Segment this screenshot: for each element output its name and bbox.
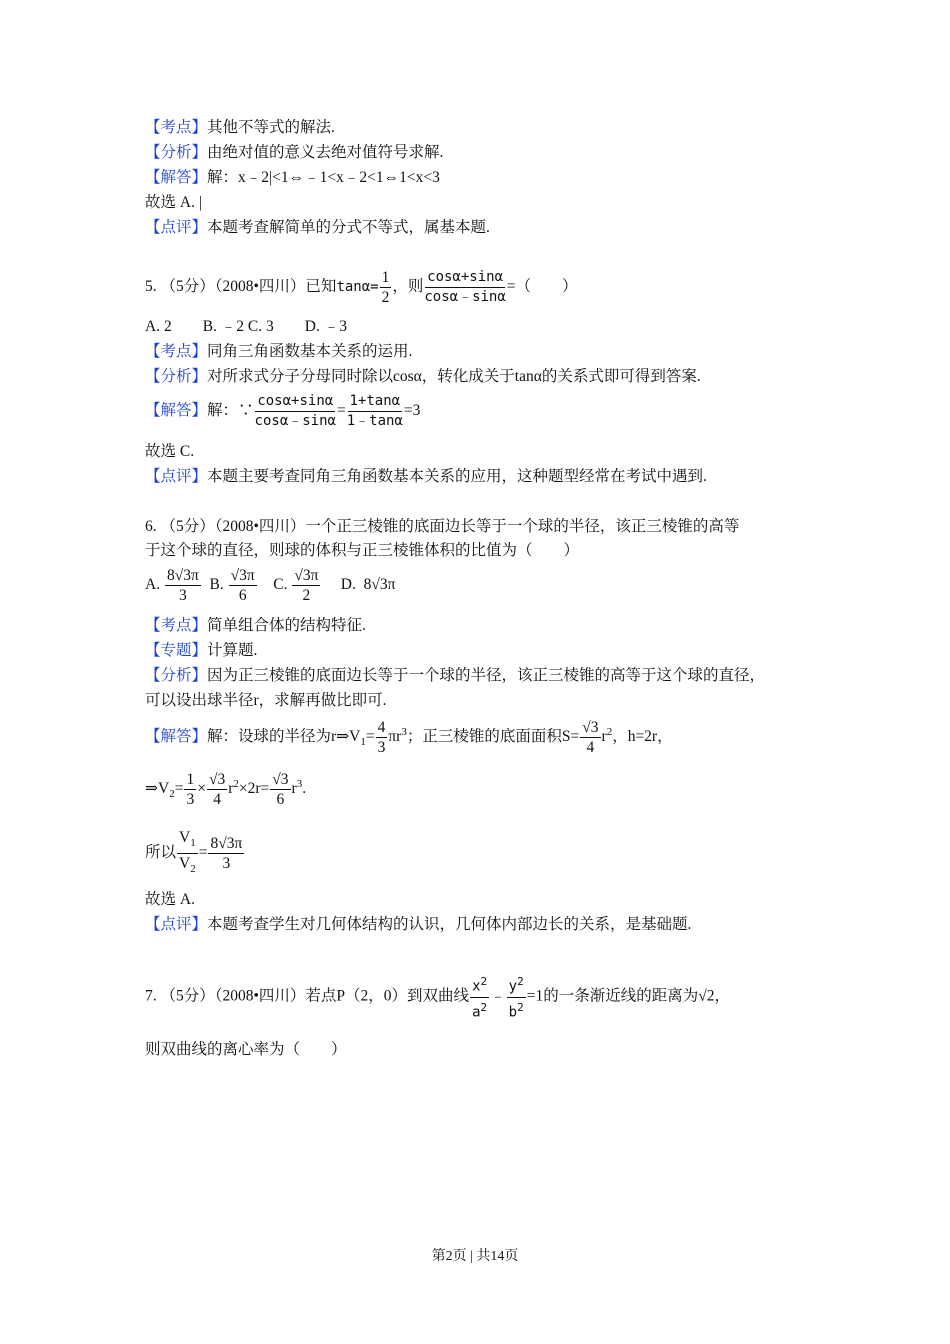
fraction xyxy=(255,392,336,431)
numerator: 1 xyxy=(381,269,390,286)
q6-jieda xyxy=(145,718,673,757)
q7-stem xyxy=(145,972,730,1022)
q6-jieda-line2 xyxy=(145,770,306,809)
denominator: cosα﹣sinα xyxy=(254,413,336,429)
denominator xyxy=(509,998,524,1023)
numerator: √3 xyxy=(582,719,599,736)
text: S= xyxy=(561,728,580,746)
q6-kaodian xyxy=(145,616,366,636)
text: =3 xyxy=(403,402,421,420)
denominator: 4 xyxy=(213,791,221,808)
numerator: √3π xyxy=(294,567,319,584)
option-value: 8√3π xyxy=(363,576,396,594)
tag-jieda: 【解答】 xyxy=(145,402,208,420)
fraction xyxy=(292,566,320,605)
option-label: C. xyxy=(273,576,288,594)
text: 7. （5分）（2008•四川）若点P（2，0）到双曲线 xyxy=(145,987,470,1005)
option-label: A. xyxy=(145,576,161,594)
fraction xyxy=(580,718,600,757)
fraction xyxy=(184,770,196,809)
text: = xyxy=(336,402,346,420)
tag-jieda: 【解答】 xyxy=(145,169,208,186)
q4-kaodian xyxy=(145,118,335,138)
q4-jieda xyxy=(145,168,440,188)
q6-choice: 故选 A. xyxy=(145,891,195,908)
superscript: 2 xyxy=(233,777,239,790)
numerator: √3 xyxy=(272,771,289,788)
text: 本题主要考查同角三角函数基本关系的应用，这种题型经常在考试中遇到. xyxy=(207,468,707,485)
math: tanα= xyxy=(336,279,379,296)
q6-dianping xyxy=(145,915,691,935)
numerator: 8√3π xyxy=(166,567,199,584)
text: r xyxy=(601,728,607,746)
fraction xyxy=(270,770,290,809)
text: y xyxy=(508,978,518,995)
page-footer: 第2页 | 共14页 xyxy=(431,1249,519,1264)
text: x xyxy=(472,978,481,995)
fraction xyxy=(507,972,526,1022)
text: 的一条渐近线的距离为 xyxy=(543,987,699,1005)
tag-dianping: 【点评】 xyxy=(145,468,208,485)
superscript: 3 xyxy=(401,725,407,738)
q6-stem-line2: 于这个球的直径，则球的体积与正三棱锥体积的比值为（ ） xyxy=(145,542,580,559)
tag-fenxi: 【分析】 xyxy=(145,144,208,161)
denominator xyxy=(472,998,487,1023)
q5-choice: 故选 C. xyxy=(145,443,195,460)
numerator: cosα+sinα xyxy=(425,268,505,288)
tag-zhuanti: 【专题】 xyxy=(145,642,208,659)
q4-dianping xyxy=(145,218,490,238)
text: 由绝对值的意义去绝对值符号求解. xyxy=(207,144,444,161)
fraction xyxy=(470,972,489,1022)
fraction xyxy=(177,828,198,879)
text: 所以 xyxy=(145,844,177,862)
numerator xyxy=(470,972,489,998)
text: =1 xyxy=(526,987,544,1005)
superscript: 3 xyxy=(296,777,303,790)
numerator xyxy=(177,828,198,854)
superscript: 2 xyxy=(517,975,524,988)
q6-fenxi-line2: 可以设出球半径r，求解再做比即可. xyxy=(145,692,387,709)
text: 5. （5分）（2008•四川）已知 xyxy=(145,278,337,296)
fraction xyxy=(347,392,403,431)
numerator xyxy=(507,972,526,998)
text: ﹣ xyxy=(490,987,506,1005)
denominator xyxy=(179,854,196,879)
text: 因为正三棱锥的底面边长等于一个球的半径，该正三棱锥的高等于这个球的直径， xyxy=(207,667,766,684)
q4-fenxi xyxy=(145,143,443,163)
text: 对所求式分子分母同时除以cosα，转化成关于tanα的关系式即可得到答案. xyxy=(207,368,701,385)
fraction xyxy=(207,770,227,809)
q6-stem-line1: 6. （5分）（2008•四川）一个正三棱锥的底面边长等于一个球的半径，该正三棱锥的高等 xyxy=(145,518,740,535)
text: V xyxy=(179,829,191,846)
text: b xyxy=(508,1004,518,1021)
subscript: 2 xyxy=(190,863,196,876)
denominator: 6 xyxy=(276,791,285,808)
denominator: 1﹣tanα xyxy=(346,413,403,429)
text: 解：∵ xyxy=(207,402,254,420)
superscript: 2 xyxy=(480,1000,488,1014)
text: ，则 xyxy=(392,278,424,296)
tag-fenxi: 【分析】 xyxy=(145,368,208,385)
denominator: 3 xyxy=(186,791,195,808)
text: = xyxy=(174,780,184,798)
text: 其他不等式的解法. xyxy=(207,119,335,136)
tag-kaodian: 【考点】 xyxy=(145,617,208,634)
text: 解：设球的半径为r⇒V xyxy=(207,728,361,746)
text: × xyxy=(197,780,206,798)
numerator: 4 xyxy=(377,719,386,736)
fraction xyxy=(165,566,201,605)
numerator: √3 xyxy=(208,771,226,788)
q5-stem xyxy=(145,268,578,307)
text: r xyxy=(291,780,297,798)
numerator: √3π xyxy=(230,567,255,584)
numerator: 8√3π xyxy=(210,835,243,853)
denominator: cosα﹣sinα xyxy=(424,289,506,305)
text: ， xyxy=(714,987,730,1005)
q5-kaodian xyxy=(145,342,412,362)
text: ×2r= xyxy=(238,780,270,798)
numerator: 1+tanα xyxy=(348,392,403,412)
denominator: 3 xyxy=(179,587,187,604)
denominator: 3 xyxy=(222,855,231,873)
fraction xyxy=(380,268,392,307)
tag-kaodian: 【考点】 xyxy=(145,343,208,360)
subscript: 1 xyxy=(190,837,196,850)
option-label: B. xyxy=(209,576,224,594)
tag-dianping: 【点评】 xyxy=(145,219,208,236)
fraction xyxy=(376,718,388,757)
denominator: 3 xyxy=(377,739,386,756)
subscript: 2 xyxy=(169,788,175,801)
text: πr xyxy=(388,728,402,746)
q6-ratio xyxy=(145,828,245,879)
q6-options xyxy=(145,566,395,605)
tag-dianping: 【点评】 xyxy=(145,916,208,933)
text: 简单组合体的结构特征. xyxy=(207,617,366,634)
text: r xyxy=(228,780,234,798)
q5-fenxi xyxy=(145,367,701,387)
text: 本题考查解简单的分式不等式，属基本题. xyxy=(207,219,490,236)
text: = xyxy=(198,844,208,862)
q5-dianping xyxy=(145,467,707,487)
q6-zhuanti xyxy=(145,641,257,661)
text: = xyxy=(365,728,375,746)
denominator: 2 xyxy=(302,587,311,604)
text: √2 xyxy=(698,987,715,1005)
text: ，h=2r， xyxy=(612,728,673,746)
superscript: 2 xyxy=(517,1000,524,1014)
numerator: 1 xyxy=(186,771,195,788)
denominator: 4 xyxy=(586,739,595,756)
text: a xyxy=(472,1004,481,1021)
text: ；正三棱锥的底面面积 xyxy=(406,728,562,746)
text: . xyxy=(302,780,307,798)
tag-jieda: 【解答】 xyxy=(145,728,208,746)
text: =（ ） xyxy=(506,278,578,296)
fraction xyxy=(208,834,244,873)
text: 同角三角函数基本关系的运用. xyxy=(207,343,413,360)
text: 本题考查学生对几何体结构的认识，几何体内部边长的关系，是基础题. xyxy=(207,916,692,933)
option-label: D. xyxy=(340,576,356,594)
text: ⇒V xyxy=(145,780,170,798)
numerator: cosα+sinα xyxy=(255,392,335,412)
q4-choice: 故选 A. | xyxy=(145,194,202,211)
tag-kaodian: 【考点】 xyxy=(145,119,208,136)
denominator: 6 xyxy=(238,587,247,604)
text: V xyxy=(179,855,191,873)
q5-jieda xyxy=(145,392,420,431)
text: 解：x﹣2|<1⇔﹣1<x﹣2<1⇔1<x<3 xyxy=(207,169,440,186)
q7-stem-line2: 则双曲线的离心率为（ ） xyxy=(145,1041,347,1058)
subscript: 1 xyxy=(360,736,366,749)
fraction xyxy=(424,268,505,307)
superscript: 2 xyxy=(606,725,613,738)
text: 计算题. xyxy=(207,642,258,659)
superscript: 2 xyxy=(480,975,488,988)
q5-options: A. 2 B. ﹣2 C. 3 D. ﹣3 xyxy=(145,318,347,335)
q6-fenxi xyxy=(145,666,765,686)
tag-fenxi: 【分析】 xyxy=(145,667,208,684)
fraction xyxy=(229,566,257,605)
denominator: 2 xyxy=(381,289,390,306)
